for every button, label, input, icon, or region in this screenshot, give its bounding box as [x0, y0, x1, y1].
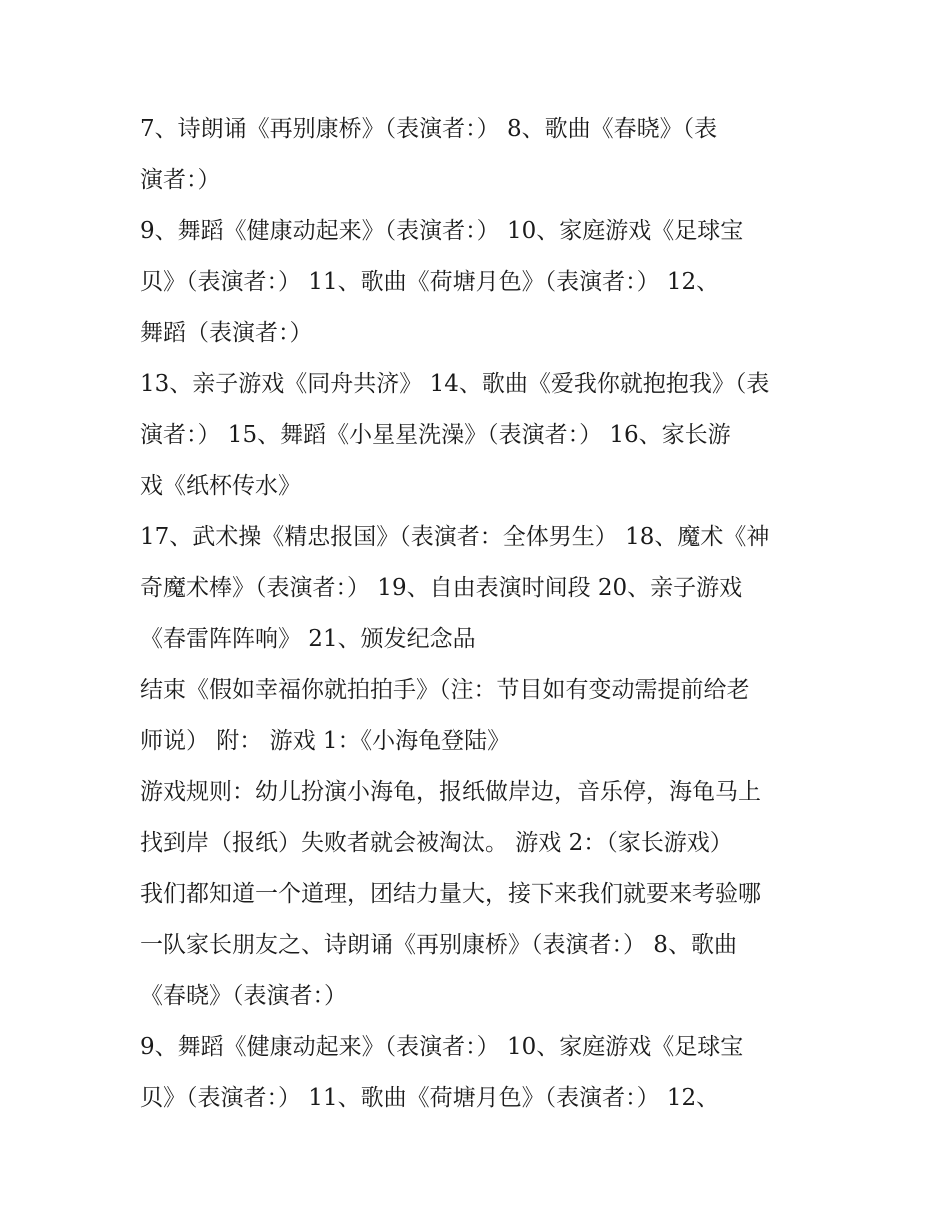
text-line: 师说） 附： 游戏 1：《小海龟登陆》	[140, 728, 511, 754]
text-line: 奇魔术棒》（表演者：） 19、自由表演时间段 20、亲子游戏	[140, 575, 743, 601]
text-line: 贝》（表演者：） 11、歌曲《荷塘月色》（表演者：） 12、	[140, 269, 720, 295]
text-line: 我们都知道一个道理，团结力量大，接下来我们就要来考验哪	[140, 881, 761, 907]
text-line: 《春晓》（表演者：）	[140, 983, 347, 1009]
text-line: 9、舞蹈《健康动起来》（表演者：） 10、家庭游戏《足球宝	[140, 1034, 744, 1060]
text-line: 《春雷阵阵响》 21、颁发纪念品	[140, 626, 476, 652]
text-line: 13、亲子游戏《同舟共济》 14、歌曲《爱我你就抱抱我》（表	[140, 371, 770, 397]
text-line: 贝》（表演者：） 11、歌曲《荷塘月色》（表演者：） 12、	[140, 1085, 720, 1111]
text-line: 一队家长朋友之、诗朗诵《再别康桥》（表演者：） 8、歌曲	[140, 932, 737, 958]
text-line: 找到岸（报纸）失败者就会被淘汰。 游戏 2：（家长游戏）	[140, 830, 733, 856]
text-line: 9、舞蹈《健康动起来》（表演者：） 10、家庭游戏《足球宝	[140, 218, 744, 244]
text-line: 游戏规则：幼儿扮演小海龟，报纸做岸边，音乐停，海龟马上	[140, 779, 761, 805]
text-line: 7、诗朗诵《再别康桥》（表演者：） 8、歌曲《春晓》（表	[140, 116, 718, 142]
text-line: 舞蹈（表演者：）	[140, 320, 313, 346]
text-line: 结束《假如幸福你就拍拍手》（注：节目如有变动需提前给老	[140, 677, 750, 703]
text-line: 演者：） 15、舞蹈《小星星洗澡》（表演者：） 16、家长游	[140, 422, 731, 448]
document-text-body	[140, 104, 820, 1124]
text-line: 戏《纸杯传水》	[140, 473, 301, 499]
text-line: 演者：）	[140, 167, 221, 193]
text-line: 17、武术操《精忠报国》（表演者：全体男生） 18、魔术《神	[140, 524, 770, 550]
